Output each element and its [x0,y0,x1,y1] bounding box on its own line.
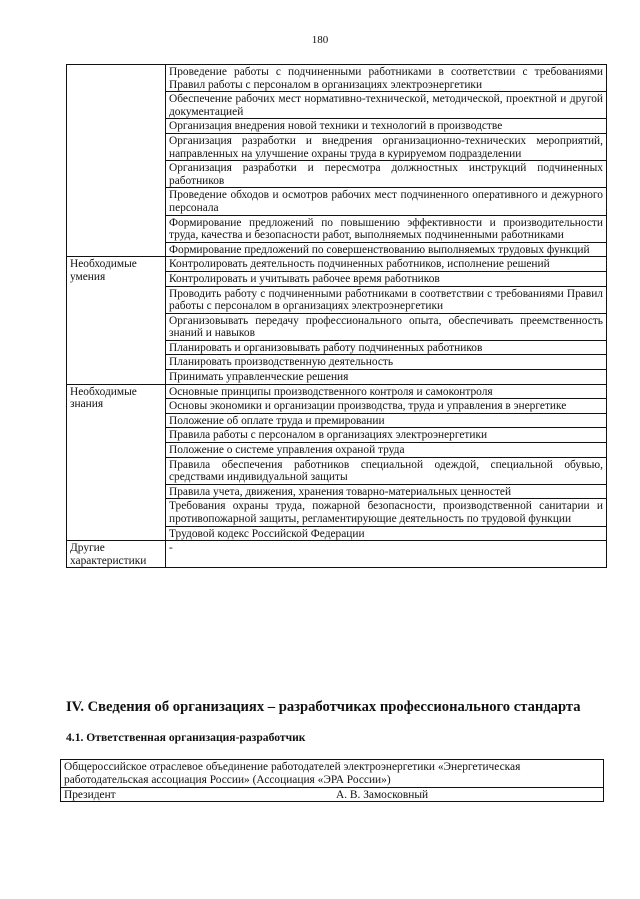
description-cell: Контролировать деятельность подчиненных работников, исполнение решений [166,257,607,272]
description-cell: Обеспечение рабочих мест нормативно-технической, методической, проектной и другой документацией [166,92,607,119]
description-cell: Правила учета, движения, хранения товарно-материальных ценностей [166,484,607,499]
description-cell: Формирование предложений по повышению эффективности и производительности труда, качества и безопасности работ, выполняемых подчиненными работниками [166,215,607,242]
description-cell: Принимать управленческие решения [166,370,607,385]
table-row [67,384,607,399]
competency-table-body [67,65,607,568]
signature-line [64,789,600,802]
description-cell: Проведение обходов и осмотров рабочих мест подчиненного оперативного и дежурного персонала [166,188,607,215]
description-cell: Проведение работы с подчиненными работниками в соответствии с требованиями Правил работы с персоналом в организациях электроэнергетики [166,65,607,92]
competency-table [66,64,607,568]
description-cell: Проводить работу с подчиненными работниками в соответствии с требованиями Правил работы с персоналом в организациях электроэнергетики [166,286,607,313]
description-cell: Основные принципы производственного контроля и самоконтроля [166,384,607,399]
category-cell: Другие характеристики [67,541,166,568]
description-cell: Организация разработки и внедрения организационно-технических мероприятий, направленных на улучшение охраны труда в курируемом подразделении [166,133,607,160]
category-cell: Необходимые умения [67,257,166,384]
table-row [67,65,607,92]
signature-cell [61,787,604,802]
subsection-title: 4.1. Ответственная организация-разработчик [66,731,306,744]
description-cell: Правила обеспечения работников специальной одеждой, специальной обувью, средствами индивидуальной защиты [166,457,607,484]
description-cell: Правила работы с персоналом в организациях электроэнергетики [166,428,607,443]
description-cell: Формирование предложений по совершенствованию выполняемых трудовых функций [166,242,607,257]
table-row [67,541,607,568]
description-cell: Контролировать и учитывать рабочее время работников [166,271,607,286]
description-cell: - [166,541,607,568]
description-cell: Основы экономики и организации производства, труда и управления в энергетике [166,399,607,414]
signatory-position: Президент [64,788,116,801]
table-row [67,257,607,272]
description-cell: Положение о системе управления охраной труда [166,443,607,458]
description-cell: Трудовой кодекс Российской Федерации [166,526,607,541]
description-cell: Организация разработки и пересмотра должностных инструкций подчиненных работников [166,161,607,188]
description-cell: Организовывать передачу профессионального опыта, обеспечивать преемственность знаний и навыков [166,313,607,340]
signatory-name: А. В. Замосковный [336,788,429,801]
organization-name: Общероссийское отраслевое объединение работодателей электроэнергетики «Энергетическая работодательская ассоциация России» (Ассоциация «ЭРА России») [61,760,604,788]
category-cell: Необходимые знания [67,384,166,541]
description-cell: Планировать и организовывать работу подчиненных работников [166,340,607,355]
description-cell: Организация внедрения новой техники и технологий в производстве [166,119,607,134]
description-cell: Требования охраны труда, пожарной безопасности, производственной санитарии и противопожарной защиты, регламентирующие деятельность по трудовой функции [166,499,607,526]
organization-table [60,759,604,802]
description-cell: Планировать производственную деятельность [166,355,607,370]
organization-name-row [61,760,604,788]
description-cell: Положение об оплате труда и премировании [166,413,607,428]
section-title: IV. Сведения об организациях – разработчиках профессионального стандарта [66,699,581,715]
organization-signature-row [61,787,604,802]
category-cell [67,65,166,257]
page-number: 180 [311,34,329,46]
